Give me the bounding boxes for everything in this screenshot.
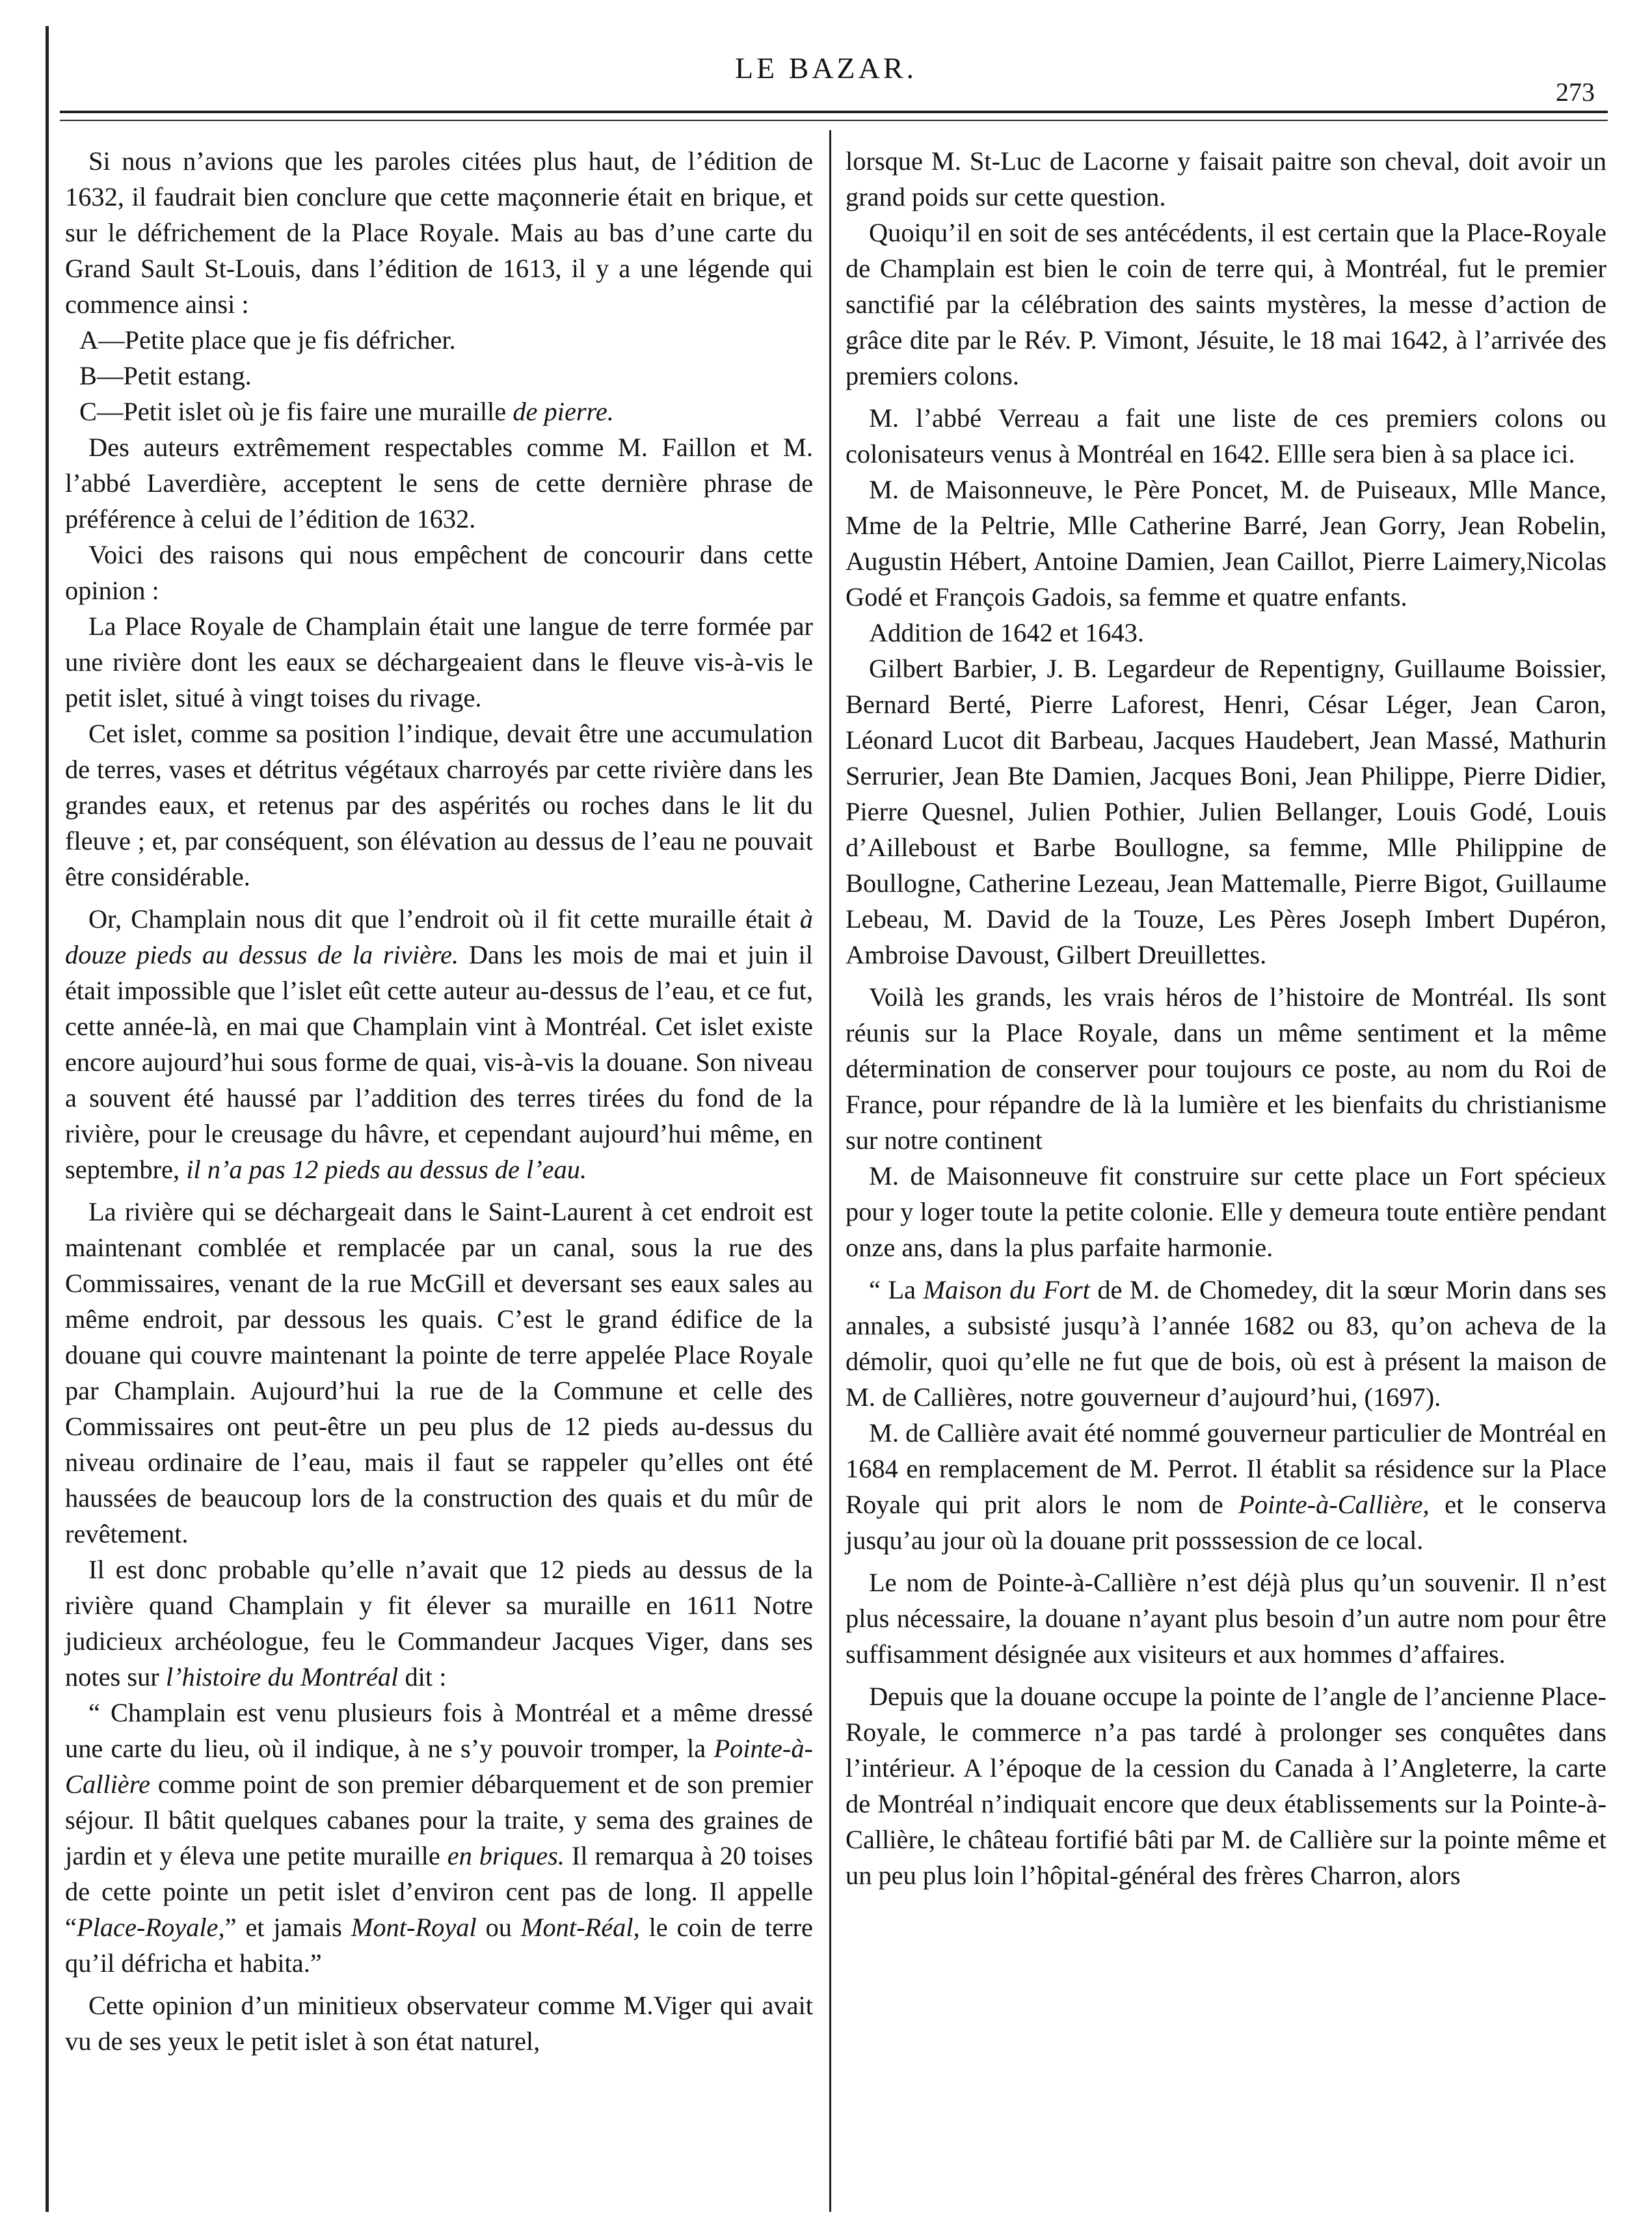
legend-item-a: A—Petite place que je fis défricher.: [79, 325, 456, 355]
paragraph: M. de Maisonneuve fit construire sur cette place un Fort spécieux pour y loger toute la petite colonie. Elle y demeura toute entière pendant onze ans, dans la plus parfaite harmonie.: [846, 1161, 1606, 1262]
text-run: de M. de Chomedey, dit la sœur Morin dans ses annales, a subsisté jusqu’à l’année 1682 ou 83, qu’on acheva de la démolir, quoi qu’elle ne fut que de bois, où est à présent la maison de M. de Callières, notre gouverneur d’aujourd’hui, (1697).: [846, 1275, 1606, 1412]
header-rule-thin: [60, 120, 1608, 121]
paragraph: Voilà les grands, les vrais héros de l’histoire de Montréal. Ils sont réunis sur la Place Royale, dans un même sentiment et la même détermination de conserver pour toujours ce poste, au nom du Roi de France, pour répandre de là la lumière et les bienfaits du christianisme sur notre continent: [846, 982, 1606, 1155]
text-run: Il est donc probable qu’elle n’avait que 12 pieds au dessus de la rivière quand Champlain y fit élever sa muraille en 1611 Notre judicieux archéologue, feu le Commandeur Jacques Viger, dans ses notes sur: [65, 1555, 813, 1691]
paragraph: lorsque M. St-Luc de Lacorne y faisait paitre son cheval, doit avoir un grand poids sur cette question.: [846, 146, 1606, 211]
paragraph: Le nom de Pointe-à-Callière n’est déjà plus qu’un souvenir. Il n’est plus nécessaire, la douane n’ayant plus besoin d’un autre nom pour être suffisamment désignée aux visiteurs et aux hommes d’affaires.: [846, 1568, 1606, 1669]
text-run: Or, Champlain nous dit que l’endroit où il fit cette muraille était: [88, 904, 791, 934]
legend-item-c: [65, 394, 813, 429]
text-run: M. de Callière avait été nommé gouverneur particulier de Montréal en 1684 en remplacement de M. Perrot. Il établit sa résidence sur la Place Royale qui prit alors le nom de: [846, 1418, 1606, 1519]
page-header-title: LE BAZAR.: [734, 51, 918, 85]
paragraph: La rivière qui se déchargeait dans le Saint-Laurent à cet endroit est maintenant comblée et remplacée par un canal, sous la rue des Commissaires, venant de la rue McGill et deversant ses eaux sales au même endroit, par dessous les quais. C’est le grand édifice de la douane qui couvre maintenant la pointe de terre appelée Place Royale par Champlain. Aujourd’hui la rue de la Commune et celle des Commissaires ont peut-être un peu plus de 12 pieds au-dessus du niveau ordinaire de l’eau, mais il faut se rappeler qu’elles ont été haussées de beaucoup lors de la construction des quais et du mûr de revêtement.: [65, 1197, 813, 1548]
paragraph: Quoiqu’il en soit de ses antécédents, il est certain que la Place-Royale de Champlain est bien le coin de terre qui, à Montréal, fut le premier sanctifié par la célébration des saints mystères, la messe d’action de grâce dite par le Rév. P. Vimont, Jésuite, le 18 mai 1642, à l’arrivée des premiers colons.: [846, 218, 1606, 390]
right-column: [846, 143, 1606, 1893]
text-run: C—Petit islet où je fis faire une muraille: [79, 397, 507, 426]
text-run: dit :: [405, 1662, 447, 1691]
paragraph: Voici des raisons qui nous empêchent de concourir dans cette opinion :: [65, 540, 813, 605]
header-rule-thick: [60, 111, 1608, 113]
paragraph: [846, 1415, 1606, 1558]
italic-run: il n’a pas 12 pieds au dessus de l’eau.: [186, 1155, 587, 1184]
paragraph: Addition de 1642 et 1643.: [869, 618, 1144, 647]
paragraph: Des auteurs extrêmement respectables comme M. Faillon et M. l’abbé Laverdière, acceptent le sens de cette dernière phrase de préférence à celui de l’édition de 1632.: [65, 433, 813, 533]
italic-run: Pointe-à-Callière: [65, 1734, 813, 1799]
text-run: Il remarqua à 20 toises de cette pointe un petit islet d’environ cent pas de long. Il appelle “: [65, 1841, 813, 1942]
text-run: le coin de terre qu’il défricha et habita.”: [65, 1913, 813, 1978]
text-run: “ Champlain est venu plusieurs fois à Montréal et a même dressé une carte du lieu, où il indique, à ne s’y pouvoir tromper, la: [65, 1698, 813, 1763]
italic-run: Mont-Royal: [351, 1913, 477, 1942]
paragraph: Si nous n’avions que les paroles citées plus haut, de l’édition de 1632, il faudrait bien conclure que cette maçonnerie était en brique, et sur le défrichement de la Place Royale. Mais au bas d’une carte du Grand Sault St-Louis, dans l’édition de 1613, il y a une légende qui commence ainsi :: [65, 146, 813, 319]
paragraph: Gilbert Barbier, J. B. Legardeur de Repentigny, Guillaume Boissier, Bernard Berté, Pierre Laforest, Henri, César Léger, Jean Caron, Léonard Lucot dit Barbeau, Jacques Haudebert, Jean Massé, Mathurin Serrurier, Jean Bte Damien, Jacques Boni, Jean Philippe, Pierre Didier, Pierre Quesnel, Julien Pothier, Julien Bellanger, Louis Godé, Louis d’Ailleboust et Barbe Boullogne, sa femme, Mlle Philippine de Boullogne, Catherine Lezeau, Jean Mattemalle, Pierre Bigot, Guillaume Lebeau, M. David de la Touze, Les Pères Joseph Imbert Dupéron, Ambroise Davoust, Gilbert Dreuillettes.: [846, 654, 1606, 969]
italic-run: à douze pieds au dessus de la rivière.: [65, 904, 813, 969]
italic-run: Pointe-à-Callière,: [1238, 1490, 1430, 1519]
paragraph: M. l’abbé Verreau a fait une liste de ces premiers colons ou colonisateurs venus à Montréal en 1642. Ellle sera bien à sa place ici.: [846, 403, 1606, 468]
text-run: et le conserva jusqu’au jour où la douane prit posssession de ce local.: [846, 1490, 1606, 1555]
text-run: comme point de son premier débarquement et de son premier séjour. Il bâtit quelques cabanes pour la traite, y sema des graines de jardin et y éleva une petite muraille: [65, 1770, 813, 1870]
paragraph: Cette opinion d’un minitieux observateur comme M.Viger qui avait vu de ses yeux le petit islet à son état naturel,: [65, 1991, 813, 2056]
text-run: Dans les mois de mai et juin il était impossible que l’islet eût cette auteur au-dessus de l’eau, et ce fut, cette année-là, en mai que Champlain vint à Montréal. Cet islet existe encore aujourd’hui sous forme de quai, vis-à-vis la douane. Son niveau a souvent été haussé par l’addition des terres tirées du fond de la rivière, pour le creusage du hâvre, et cependant aujourd’hui même, en septembre,: [65, 940, 813, 1184]
paragraph: La Place Royale de Champlain était une langue de terre formée par une rivière dont les eaux se déchargeaient dans le fleuve vis-à-vis le petit islet, situé à vingt toises du rivage.: [65, 612, 813, 712]
paragraph: [65, 901, 813, 1187]
column-divider: [829, 130, 831, 2212]
text-run: ” et jamais: [224, 1913, 342, 1942]
text-run: ou: [485, 1913, 512, 1942]
italic-run: en briques.: [447, 1841, 565, 1870]
paragraph: [846, 1272, 1606, 1415]
paragraph: [65, 1695, 813, 1981]
italic-run: Maison du Fort: [923, 1275, 1090, 1304]
paragraph: Depuis que la douane occupe la pointe de l’angle de l’ancienne Place-Royale, le commerce n’a pas tardé à prolonger ses conquêtes dans l’intérieur. A l’époque de la cession du Canada à l’Angleterre, la carte de Montréal n’indiquait encore que deux établissements sur la Pointe-à-Callière, le château fortifié bâti par M. de Callière sur la pointe même et un peu plus loin l’hôpital-général des frères Charron, alors: [846, 1682, 1606, 1890]
text-run: “ La: [869, 1275, 916, 1304]
italic-run: de pierre.: [513, 397, 614, 426]
paragraph: M. de Maisonneuve, le Père Poncet, M. de Puiseaux, Mlle Mance, Mme de la Peltrie, Mlle Catherine Barré, Jean Gorry, Jean Robelin, Augustin Hébert, Antoine Damien, Jean Caillot, Pierre Laimery,Nicolas Godé et François Gadois, sa femme et quatre enfants.: [846, 475, 1606, 612]
page-margin-rule: [46, 26, 49, 2212]
paragraph: Cet islet, comme sa position l’indique, devait être une accumulation de terres, vases et détritus végétaux charroyés par cette rivière dans les grandes eaux, et retenus par des aspérités ou roches dans le lit du fleuve ; et, par conséquent, son élévation au dessus de l’eau ne pouvait être considérable.: [65, 719, 813, 891]
italic-run: Place-Royale,: [76, 1913, 225, 1942]
left-column: [65, 143, 813, 2059]
page-number: 273: [1556, 77, 1595, 107]
italic-run: Mont-Réal,: [520, 1913, 640, 1942]
italic-run: l’histoire du Montréal: [165, 1662, 399, 1691]
legend-item-b: B—Petit estang.: [79, 361, 252, 390]
paragraph: [65, 1552, 813, 1695]
